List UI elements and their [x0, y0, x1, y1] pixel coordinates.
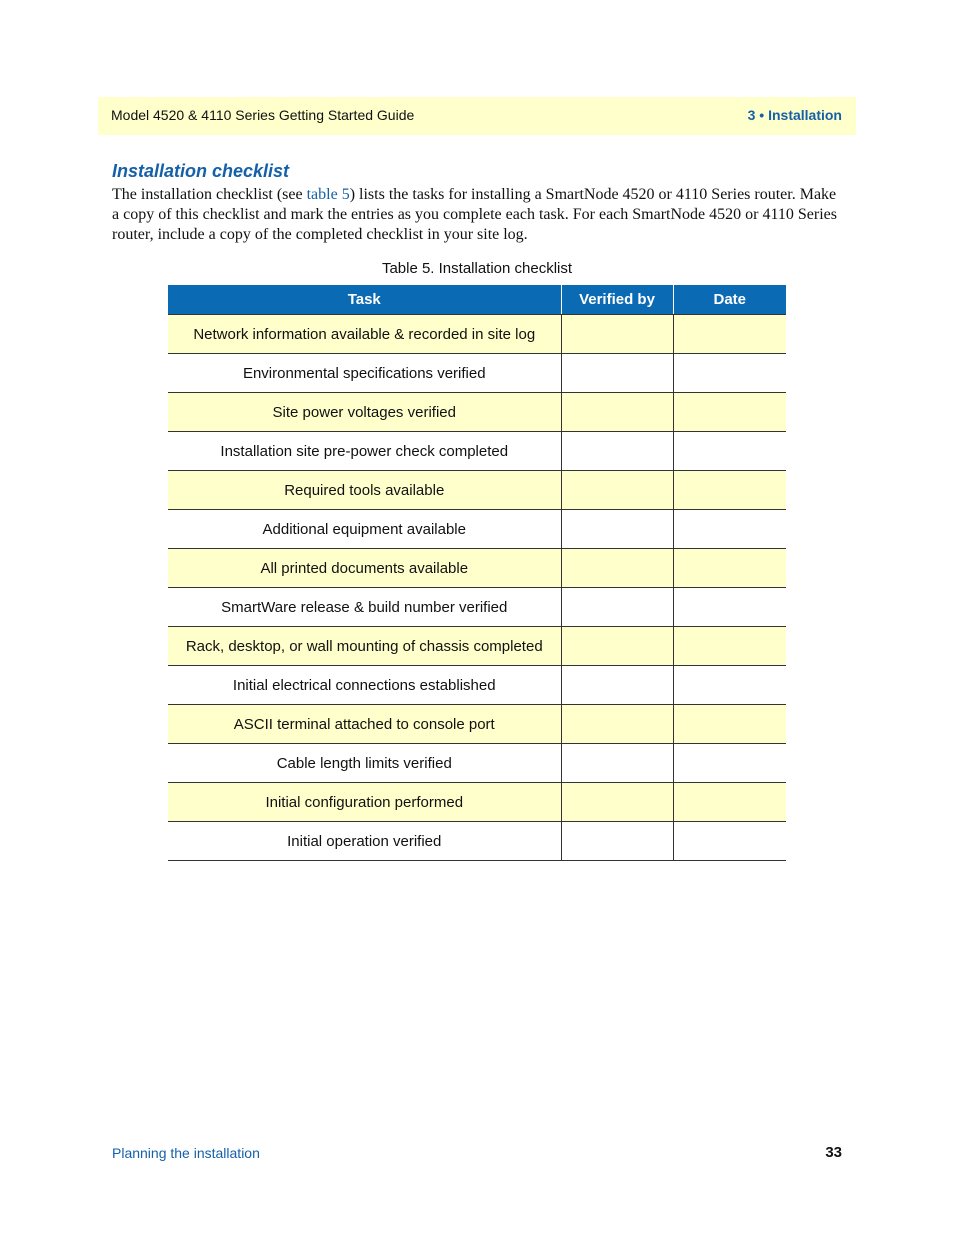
verified-by-cell [561, 627, 673, 666]
table-row [168, 783, 786, 822]
table-row [168, 510, 786, 549]
table-row [168, 666, 786, 705]
chapter-label: 3 • Installation [747, 107, 842, 123]
task-cell: SmartWare release & build number verified [168, 588, 561, 627]
header-task: Task [168, 285, 561, 315]
intro-paragraph [112, 185, 837, 245]
verified-by-cell [561, 705, 673, 744]
date-cell [673, 510, 786, 549]
table-row [168, 705, 786, 744]
date-cell [673, 393, 786, 432]
date-cell [673, 432, 786, 471]
verified-by-cell [561, 549, 673, 588]
date-cell [673, 627, 786, 666]
verified-by-cell [561, 744, 673, 783]
table-row [168, 744, 786, 783]
section-title: Installation checklist [112, 161, 290, 181]
table-row [168, 549, 786, 588]
table-caption: Table 5. Installation checklist [381, 260, 573, 277]
task-cell: ASCII terminal attached to console port [168, 705, 561, 744]
header-date: Date [673, 285, 786, 315]
date-cell [673, 744, 786, 783]
intro-text-end: ) lists the tasks for installing a SmartNode 4520 or 4110 Series router. Make a copy of this checklist and mark the entries as you complete each task. For each SmartNode 4520 or 4110 Series router, include a copy of the completed checklist in your site log. [112, 186, 837, 243]
date-cell [673, 705, 786, 744]
installation-checklist-table [168, 285, 786, 861]
footer-section-name: Planning the installation [112, 1145, 260, 1161]
table-row [168, 315, 786, 354]
verified-by-cell [561, 471, 673, 510]
task-cell: Cable length limits verified [168, 744, 561, 783]
task-cell: Site power voltages verified [168, 393, 561, 432]
page-number: 33 [825, 1144, 842, 1161]
table-row [168, 432, 786, 471]
task-cell: Initial operation verified [168, 822, 561, 861]
verified-by-cell [561, 432, 673, 471]
verified-by-cell [561, 393, 673, 432]
table-row [168, 393, 786, 432]
date-cell [673, 354, 786, 393]
table-row [168, 471, 786, 510]
task-cell: Required tools available [168, 471, 561, 510]
date-cell [673, 822, 786, 861]
table-header-row [168, 285, 786, 315]
task-cell: Rack, desktop, or wall mounting of chassis completed [168, 627, 561, 666]
verified-by-cell [561, 354, 673, 393]
task-cell: All printed documents available [168, 549, 561, 588]
date-cell [673, 471, 786, 510]
verified-by-cell [561, 666, 673, 705]
verified-by-cell [561, 822, 673, 861]
table-row [168, 822, 786, 861]
verified-by-cell [561, 315, 673, 354]
date-cell [673, 549, 786, 588]
task-cell: Initial electrical connections established [168, 666, 561, 705]
guide-title: Model 4520 & 4110 Series Getting Started Guide [111, 107, 415, 123]
verified-by-cell [561, 510, 673, 549]
task-cell: Installation site pre-power check completed [168, 432, 561, 471]
date-cell [673, 666, 786, 705]
task-cell: Additional equipment available [168, 510, 561, 549]
intro-text-start: The installation checklist (see [112, 186, 307, 203]
date-cell [673, 315, 786, 354]
task-cell: Environmental specifications verified [168, 354, 561, 393]
date-cell [673, 783, 786, 822]
table-row [168, 627, 786, 666]
header-verified-by: Verified by [561, 285, 673, 315]
task-cell: Initial configuration performed [168, 783, 561, 822]
task-cell: Network information available & recorded in site log [168, 315, 561, 354]
table-5-link[interactable]: table 5 [306, 186, 350, 203]
table-row [168, 354, 786, 393]
running-header [98, 97, 856, 135]
verified-by-cell [561, 588, 673, 627]
table-row [168, 588, 786, 627]
verified-by-cell [561, 783, 673, 822]
date-cell [673, 588, 786, 627]
